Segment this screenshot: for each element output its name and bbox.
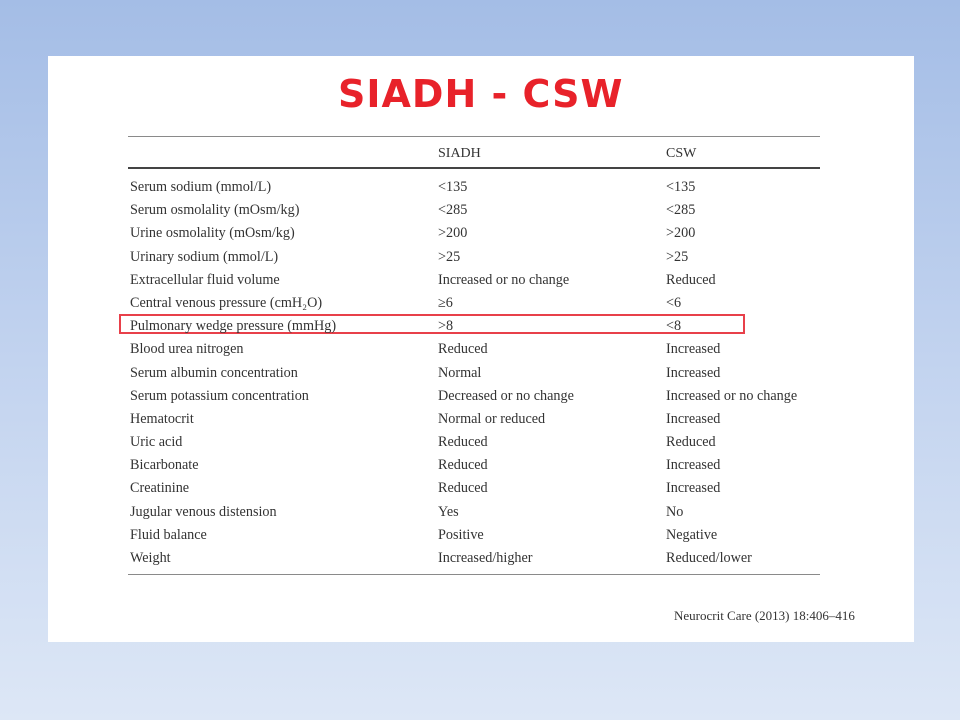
row-label: Serum sodium (mmol/L) (130, 179, 272, 195)
siadh-value: Normal or reduced (438, 410, 546, 427)
table-row (128, 363, 820, 386)
table-row (128, 548, 820, 571)
table-row (128, 478, 820, 501)
table-row (128, 200, 820, 223)
siadh-value: Reduced (438, 457, 488, 474)
table-row (128, 247, 820, 270)
csw-value: <6 (666, 294, 682, 311)
row-label: Serum albumin concentration (130, 364, 298, 381)
row-label: Uric acid (130, 434, 183, 451)
csw-value: Increased or no change (666, 387, 798, 404)
siadh-value: >25 (438, 248, 461, 265)
table-row (128, 455, 820, 478)
table-row (128, 339, 820, 362)
table-row (128, 270, 820, 293)
row-label: Creatinine (130, 480, 190, 497)
csw-value: Increased (666, 364, 721, 381)
row-label: Urine osmolality (mOsm/kg) (130, 225, 295, 242)
siadh-value: <285 (438, 202, 468, 219)
row-label: Serum potassium concentration (130, 387, 309, 404)
csw-value: Increased (666, 410, 721, 427)
siadh-value: Decreased or no change (438, 387, 574, 404)
csw-value: >200 (666, 225, 696, 242)
table-row (128, 293, 820, 316)
table-body (128, 177, 820, 571)
table-row (128, 432, 820, 455)
table-row (128, 386, 820, 409)
row-label: Urinary sodium (mmol/L) (130, 248, 279, 265)
siadh-value: Reduced (438, 480, 488, 497)
row-label: Weight (130, 550, 171, 566)
csw-value: Reduced/lower (666, 550, 752, 566)
row-label: Pulmonary wedge pressure (mmHg) (130, 318, 337, 335)
csw-value: <135 (666, 179, 696, 195)
siadh-value: Positive (438, 526, 484, 543)
siadh-value: Normal (438, 364, 482, 381)
siadh-value: <135 (438, 179, 468, 195)
csw-value: Increased (666, 480, 721, 497)
siadh-value: >8 (438, 318, 454, 335)
csw-value: Reduced (666, 271, 716, 288)
siadh-value: Increased/higher (438, 550, 533, 566)
row-label: Central venous pressure (cmH₂O) (130, 294, 323, 311)
table-row (128, 525, 820, 548)
row-label: Fluid balance (130, 526, 207, 543)
table-header-rule (128, 167, 820, 169)
siadh-value: Yes (438, 503, 459, 520)
siadh-value: Reduced (438, 434, 488, 451)
row-label: Serum osmolality (mOsm/kg) (130, 202, 300, 219)
column-header-siadh: SIADH (438, 146, 481, 161)
row-label: Bicarbonate (130, 457, 199, 474)
table-row (128, 223, 820, 246)
table-bottom-rule (128, 574, 820, 575)
row-label: Extracellular fluid volume (130, 271, 280, 288)
row-label: Jugular venous distension (130, 503, 277, 520)
csw-value: Negative (666, 526, 718, 543)
slide-title: SIADH - CSW (338, 72, 624, 116)
table-row (128, 316, 820, 339)
slide-card (48, 56, 914, 642)
siadh-value: ≥6 (438, 294, 453, 311)
column-header-csw: CSW (666, 146, 697, 161)
csw-value: Increased (666, 457, 721, 474)
siadh-value: Reduced (438, 341, 488, 358)
csw-value: <285 (666, 202, 696, 219)
csw-value: Increased (666, 341, 721, 358)
citation: Neurocrit Care (2013) 18:406–416 (674, 608, 855, 623)
siadh-value: Increased or no change (438, 271, 570, 288)
csw-value: Reduced (666, 434, 716, 451)
csw-value: No (666, 503, 684, 520)
row-label: Blood urea nitrogen (130, 341, 244, 358)
table-top-rule (128, 136, 820, 137)
table-row (128, 502, 820, 525)
siadh-value: >200 (438, 225, 468, 242)
csw-value: <8 (666, 318, 682, 335)
row-label: Hematocrit (130, 410, 194, 427)
table-row (128, 177, 820, 200)
csw-value: >25 (666, 248, 689, 265)
table-row (128, 409, 820, 432)
